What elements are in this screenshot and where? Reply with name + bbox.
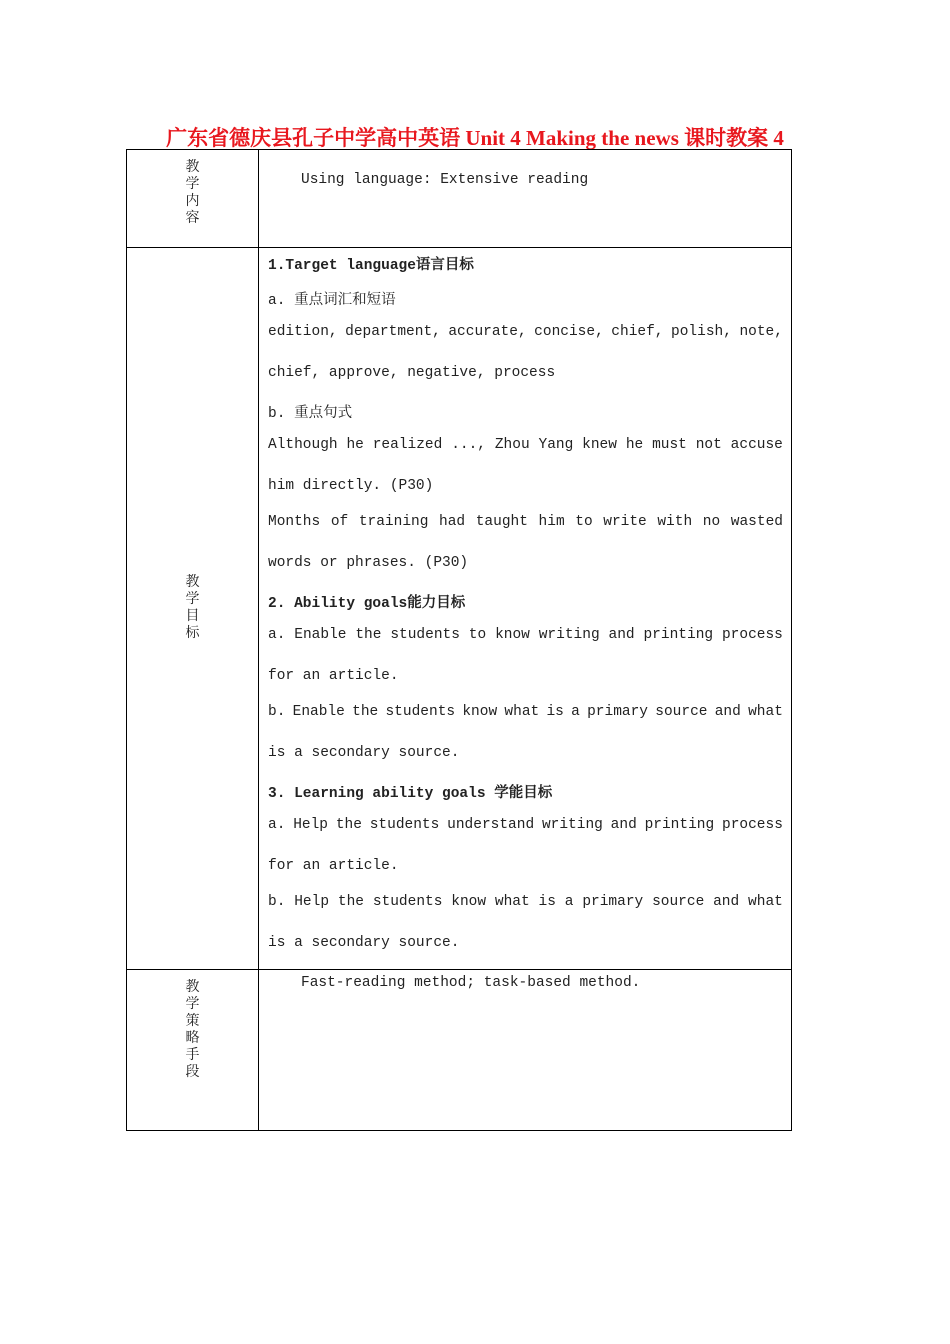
text-line: b. Enable the students know what is a primary source and what xyxy=(268,704,783,720)
text-line: chief, approve, negative, process xyxy=(268,365,556,381)
content-cell xyxy=(259,150,792,248)
objectives-cell xyxy=(259,248,792,970)
table-row xyxy=(127,248,792,970)
table-row xyxy=(127,970,792,1131)
section-heading: 1.Target language语言目标 xyxy=(268,258,474,274)
text-line: for an article. xyxy=(268,668,399,684)
strategy-text: Fast-reading method; task-based method. xyxy=(301,975,641,991)
row-label-objectives xyxy=(127,248,259,970)
teaching-content-text: Using language: Extensive reading xyxy=(301,172,589,188)
text-line: a. Help the students understand writing and printing process xyxy=(268,817,783,833)
text-line: for an article. xyxy=(268,858,399,874)
vertical-label: 教 学 目 标 xyxy=(185,574,200,641)
text-line: Although he realized ..., Zhou Yang knew he must not accuse xyxy=(268,437,783,453)
row-label-strategy xyxy=(127,970,259,1131)
strategy-cell xyxy=(259,970,792,1131)
text-line: a. Enable the students to know writing and printing process xyxy=(268,627,783,643)
lesson-plan-table xyxy=(126,149,792,1131)
row-label-content xyxy=(127,150,259,248)
page-title: 广东省德庆县孔子中学高中英语 Unit 4 Making the news 课时教案 4 xyxy=(166,126,784,150)
text-line: is a secondary source. xyxy=(268,745,460,761)
text-line: b. Help the students know what is a primary source and what xyxy=(268,894,783,910)
section-heading: 3. Learning ability goals 学能目标 xyxy=(268,786,553,802)
vertical-label: 教 学 策 略 手 段 xyxy=(185,979,200,1080)
text-line: is a secondary source. xyxy=(268,935,460,951)
text-line: a. 重点词汇和短语 xyxy=(268,293,396,309)
vertical-label: 教 学 内 容 xyxy=(185,159,200,226)
text-line: him directly. (P30) xyxy=(268,478,434,494)
table-row xyxy=(127,150,792,248)
text-line: b. 重点句式 xyxy=(268,406,353,422)
text-line: edition, department, accurate, concise, chief, polish, note, xyxy=(268,324,783,340)
text-line: words or phrases. (P30) xyxy=(268,555,469,571)
section-heading: 2. Ability goals能力目标 xyxy=(268,596,466,612)
text-line: Months of training had taught him to write with no wasted xyxy=(268,514,783,530)
